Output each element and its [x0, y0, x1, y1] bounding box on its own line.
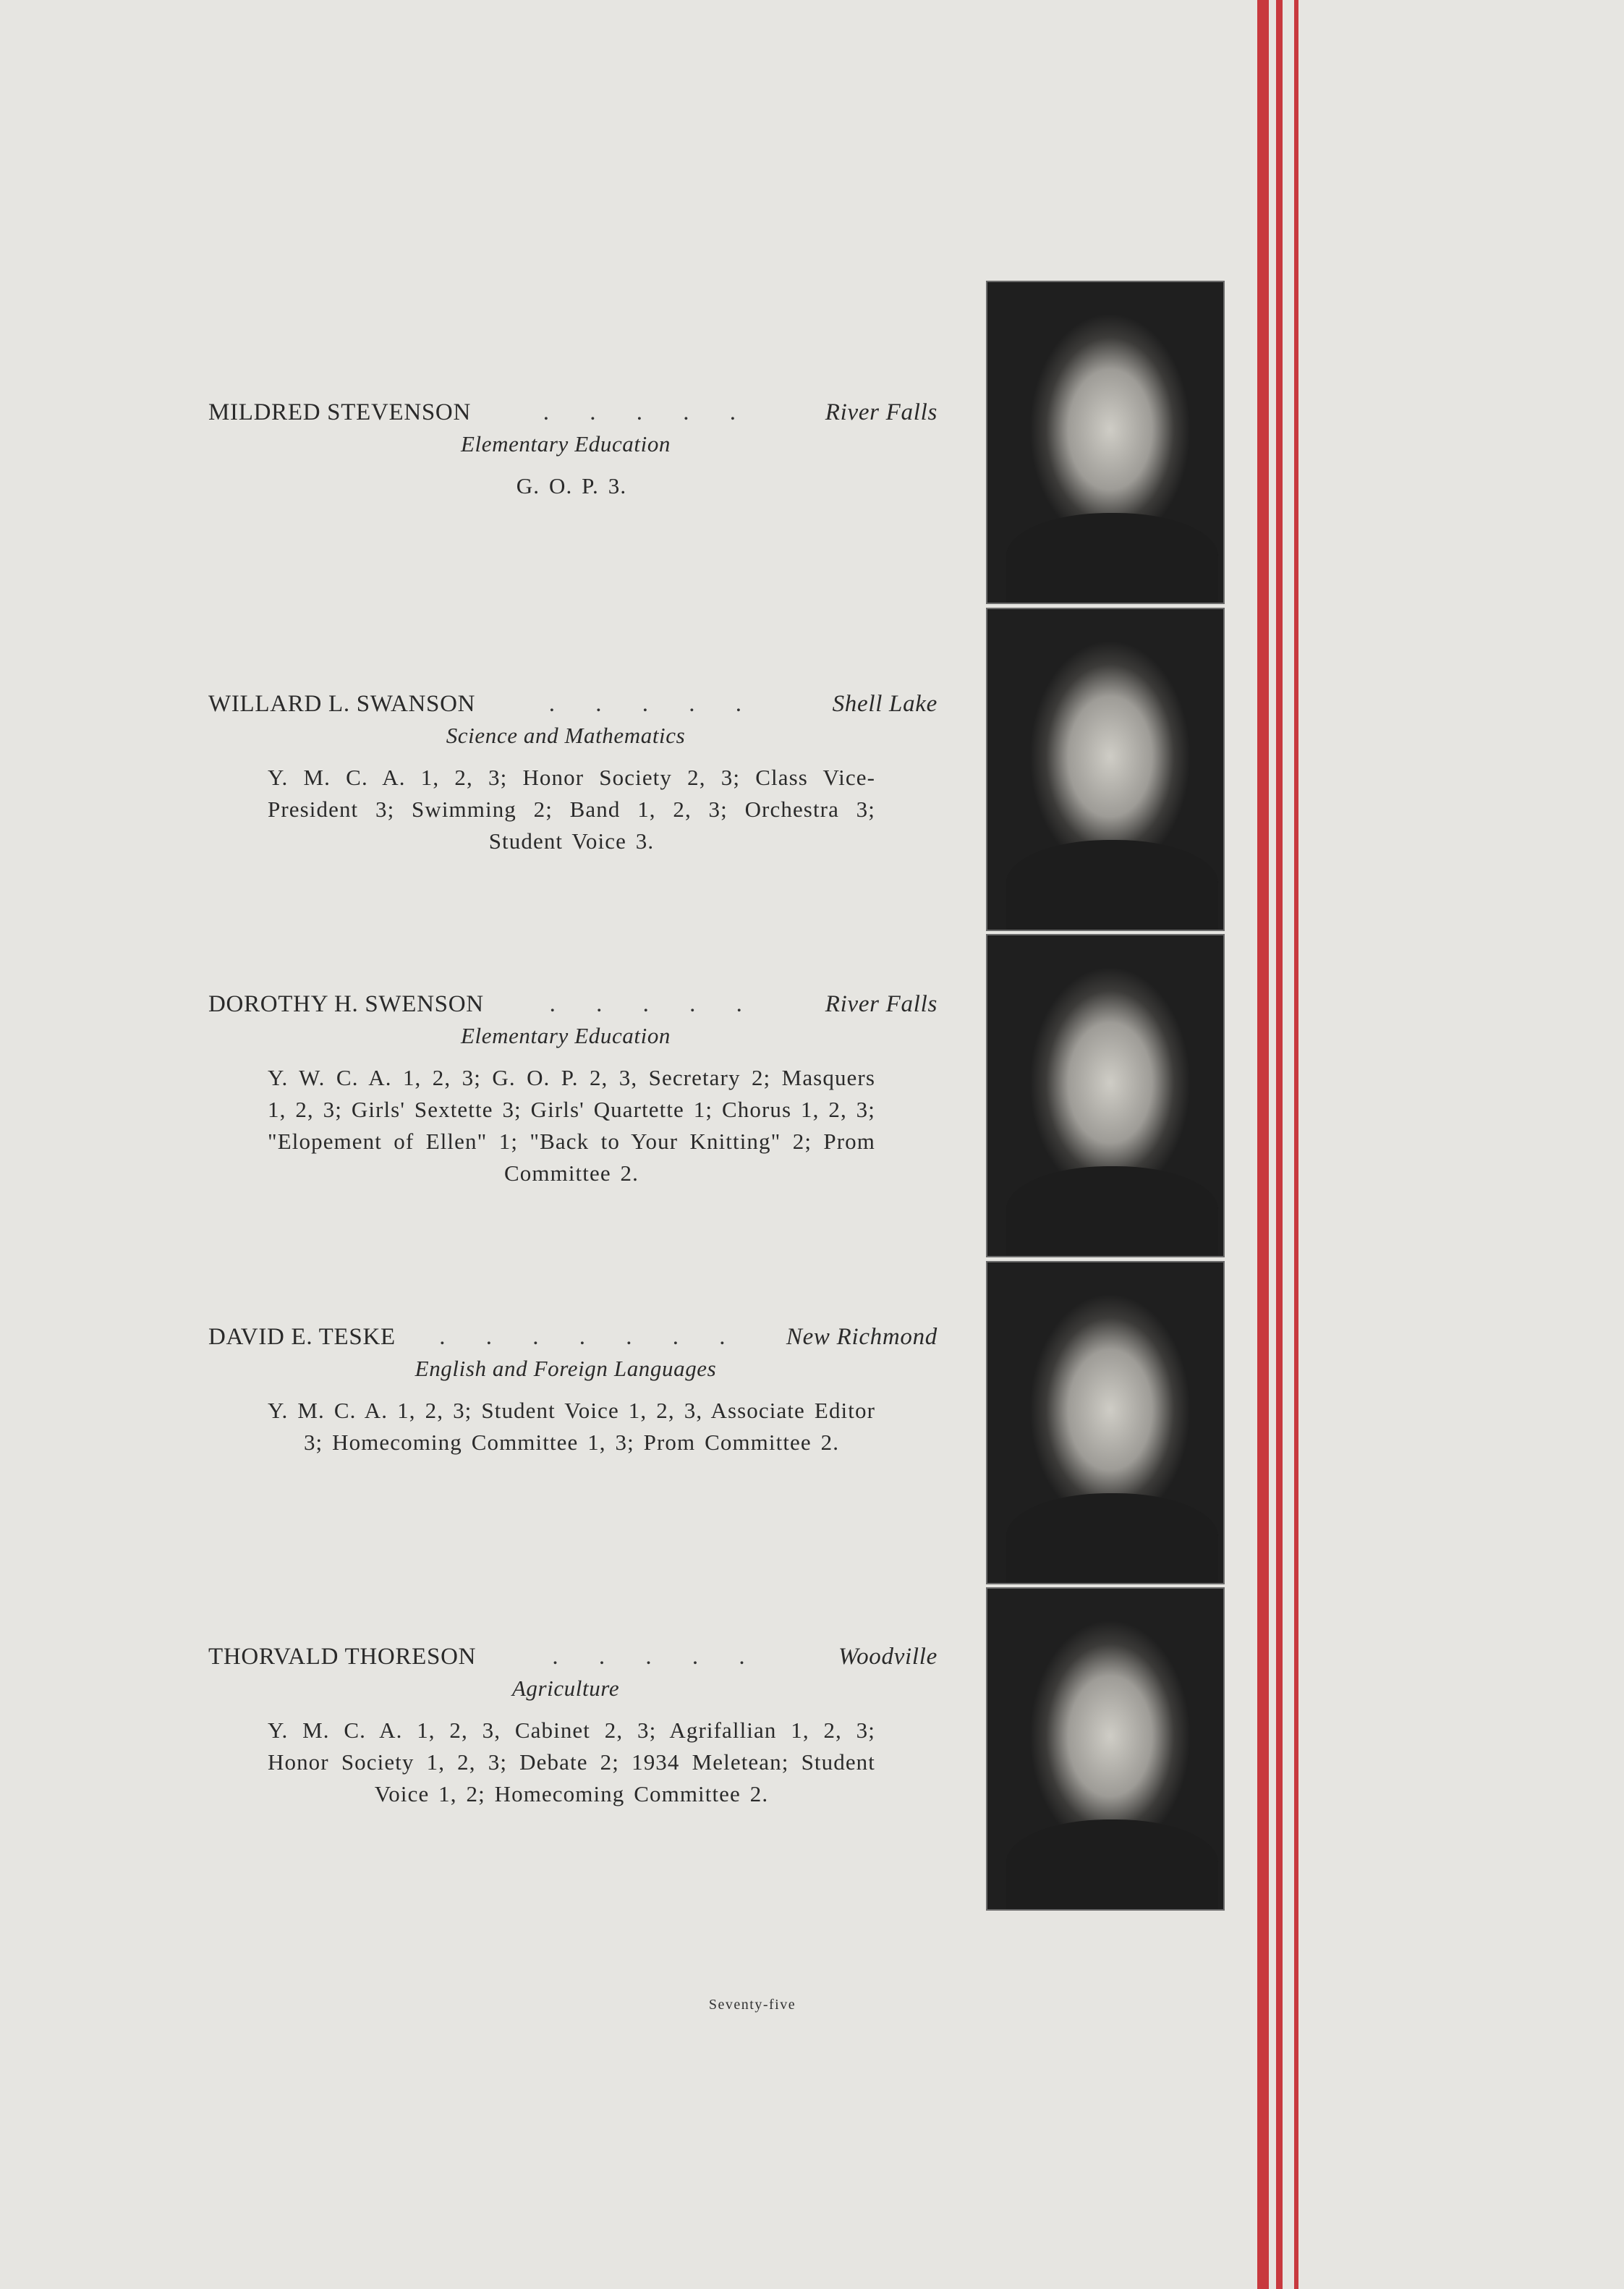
leader-dots: . . . . .: [549, 991, 760, 1017]
student-hometown: Woodville: [838, 1644, 938, 1670]
portrait-photo: [987, 1589, 1223, 1909]
student-department: Elementary Education: [460, 431, 671, 456]
student-department: English and Foreign Languages: [414, 1356, 717, 1381]
portrait-photo: [987, 609, 1223, 930]
portrait-photo: [987, 1262, 1223, 1583]
student-hometown: River Falls: [825, 399, 938, 425]
red-border-stripe: [1276, 0, 1283, 2289]
student-name: DAVID E. TESKE: [208, 1324, 396, 1350]
portrait-photo: [987, 282, 1223, 603]
leader-dots: . . . . .: [543, 399, 753, 425]
student-entry: [208, 1644, 938, 1810]
student-activities: Y. W. C. A. 1, 2, 3; G. O. P. 2, 3, Secretary 2; Masquers 1, 2, 3; Girls' Sextette 3; Girls' Quartette 1; Chorus 1, 2, 3; "Elopement of Ellen" 1; "Back to Your Knitting" 2; Prom Committee 2.: [268, 1065, 875, 1186]
red-border-stripe: [1257, 0, 1269, 2289]
student-hometown: River Falls: [825, 991, 938, 1017]
student-activities: Y. M. C. A. 1, 2, 3; Honor Society 2, 3; Class Vice-President 3; Swimming 2; Band 1, 2, 3; Orchestra 3; Student Voice 3.: [268, 765, 875, 854]
student-hometown: Shell Lake: [832, 691, 938, 717]
student-entry: [208, 1324, 938, 1458]
red-border-stripe: [1294, 0, 1298, 2289]
student-name: DOROTHY H. SWENSON: [208, 991, 484, 1017]
student-entry: [208, 691, 938, 857]
student-department: Agriculture: [511, 1676, 620, 1701]
student-department: Elementary Education: [460, 1023, 671, 1048]
student-hometown: New Richmond: [786, 1324, 938, 1350]
page-number: Seventy-five: [708, 1997, 796, 2013]
leader-dots: . . . . .: [548, 691, 759, 717]
portrait-photo: [987, 935, 1223, 1256]
leader-dots: . . . . .: [552, 1644, 762, 1670]
student-activities: G. O. P. 3.: [516, 473, 627, 498]
student-name: WILLARD L. SWANSON: [208, 691, 476, 717]
student-name: THORVALD THORESON: [208, 1644, 477, 1670]
student-department: Science and Mathematics: [446, 723, 686, 748]
student-name: MILDRED STEVENSON: [208, 399, 471, 425]
student-entry: [208, 991, 938, 1189]
leader-dots: . . . . . . .: [439, 1324, 743, 1350]
student-activities: Y. M. C. A. 1, 2, 3; Student Voice 1, 2, 3, Associate Editor 3; Homecoming Committee 1, 3; Prom Committee 2.: [268, 1398, 875, 1455]
student-activities: Y. M. C. A. 1, 2, 3, Cabinet 2, 3; Agrifallian 1, 2, 3; Honor Society 1, 2, 3; Debate 2; 1934 Meletean; Student Voice 1, 2; Homecoming Committee 2.: [268, 1717, 875, 1806]
student-entry: [208, 399, 938, 502]
